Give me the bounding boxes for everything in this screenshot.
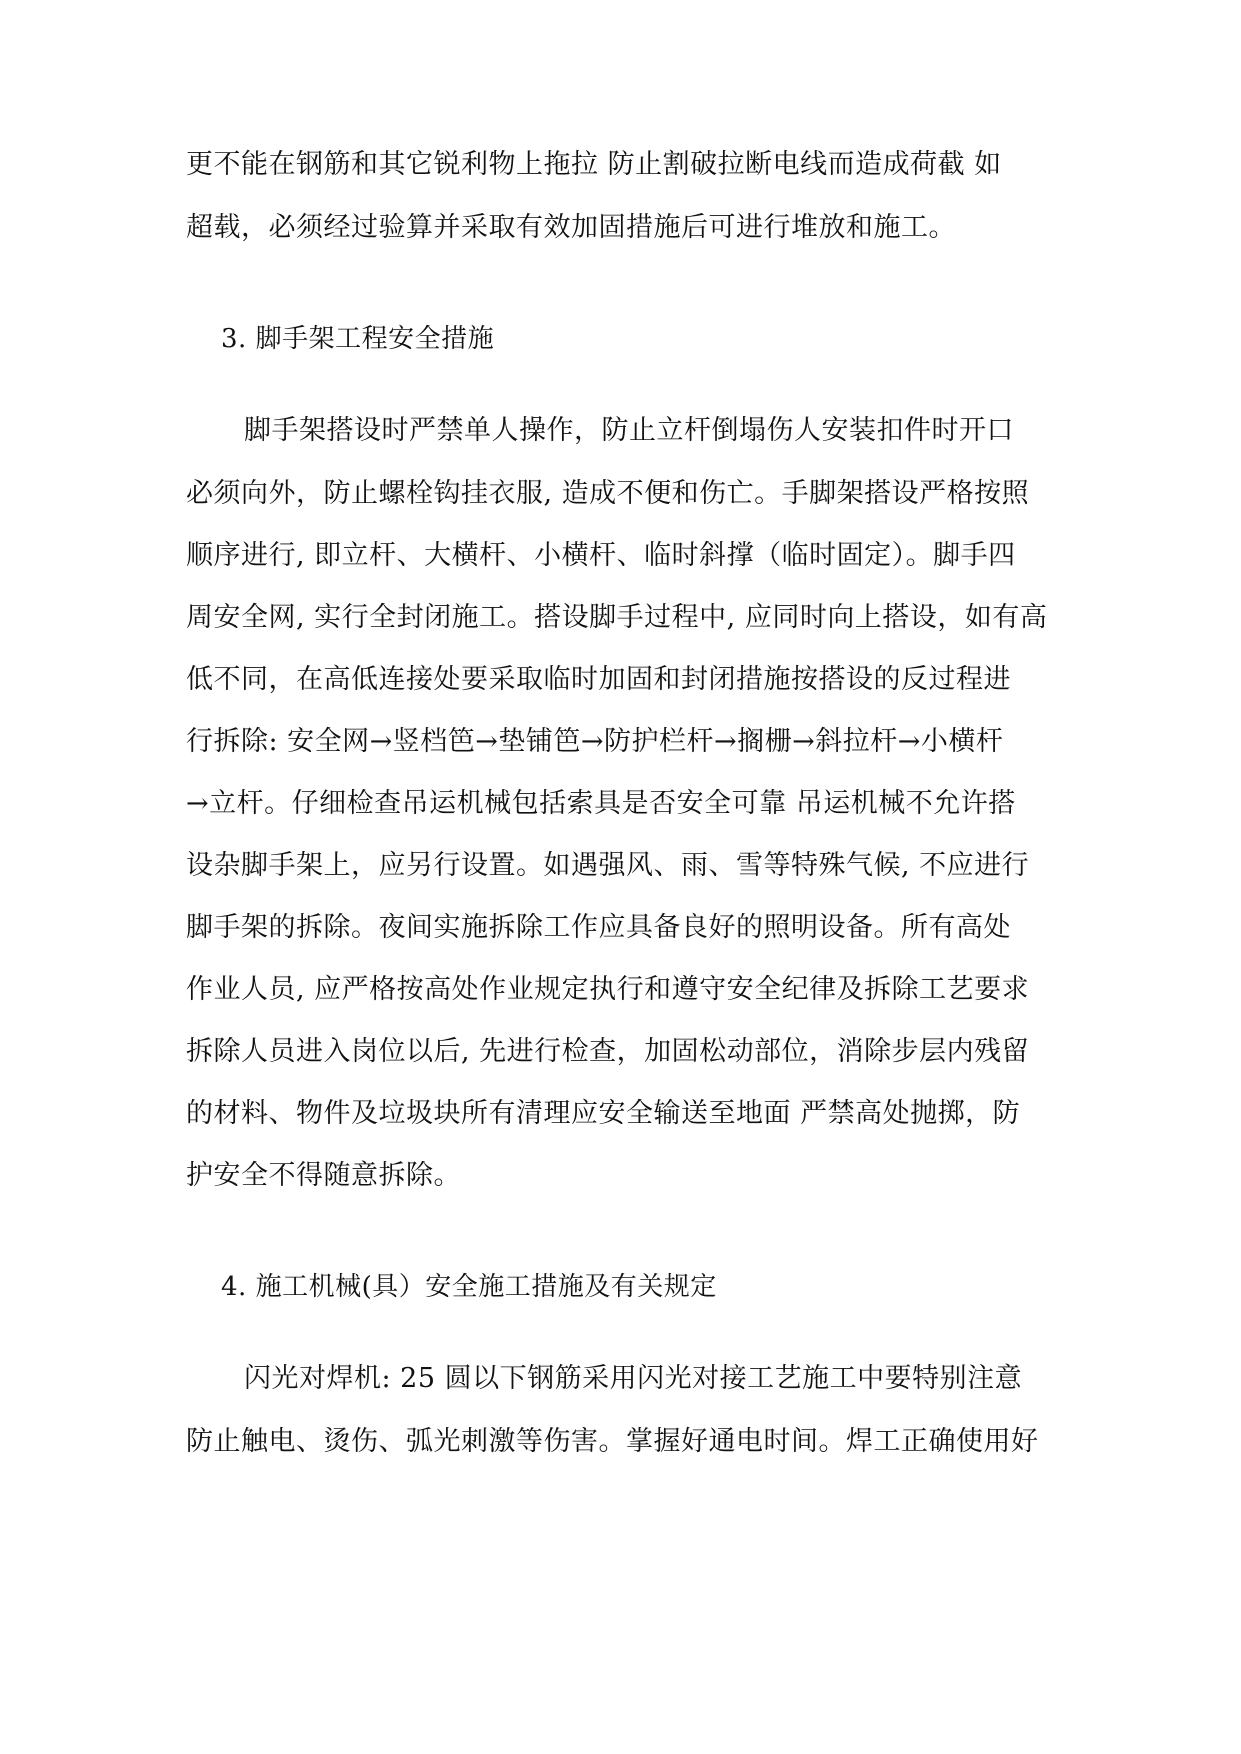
section-heading: 4. 施工机械(具）安全施工措施及有关规定 bbox=[221, 1272, 717, 1302]
text-line: 的材料、物件及垃圾块所有清理应安全输送至地面 严禁高处抛掷，防 bbox=[186, 1098, 1021, 1129]
text-line: 周安全网, 实行全封闭施工。搭设脚手过程中, 应同时向上搭设，如有高 bbox=[186, 602, 1048, 633]
section-heading: 3. 脚手架工程安全措施 bbox=[221, 324, 495, 354]
text-line: 设杂脚手架上，应另行设置。如遇强风、雨、雪等特殊气候, 不应进行 bbox=[186, 850, 1030, 881]
text-line: 顺序进行, 即立杆、大横杆、小横杆、临时斜撑（临时固定）。脚手四 bbox=[186, 540, 1016, 571]
text-line: 低不同，在高低连接处要采取临时加固和封闭措施按搭设的反过程进 bbox=[186, 664, 1011, 695]
text-line: 更不能在钢筋和其它锐利物上拖拉 防止割破拉断电线而造成荷截 如 bbox=[186, 149, 1002, 180]
text-line: 作业人员, 应严格按高处作业规定执行和遵守安全纪律及拆除工艺要求 bbox=[186, 974, 1030, 1005]
text-line: 闪光对焊机: 25 圆以下钢筋采用闪光对接工艺施工中要特别注意 bbox=[244, 1363, 1023, 1394]
text-line: 超载，必须经过验算并采取有效加固措施后可进行堆放和施工。 bbox=[186, 212, 956, 243]
text-line: 行拆除: 安全网→竖档笆→垫铺笆→防护栏杆→搁栅→斜拉杆→小横杆 bbox=[186, 726, 1004, 757]
text-line: 脚手架的拆除。夜间实施拆除工作应具备良好的照明设备。所有高处 bbox=[186, 912, 1011, 943]
text-line: 拆除人员进入岗位以后, 先进行检查，加固松动部位，消除步层内残留 bbox=[186, 1036, 1030, 1067]
text-line: 必须向外，防止螺栓钩挂衣服, 造成不便和伤亡。手脚架搭设严格按照 bbox=[186, 478, 1030, 509]
text-line: 防止触电、烫伤、弧光刺激等伤害。掌握好通电时间。焊工正确使用好 bbox=[186, 1426, 1039, 1457]
text-line: →立杆。仔细检查吊运机械包括索具是否安全可靠 吊运机械不允许搭 bbox=[186, 788, 1016, 819]
text-line: 脚手架搭设时严禁单人操作，防止立杆倒塌伤人安装扣件时开口 bbox=[244, 415, 1014, 446]
text-line: 护安全不得随意拆除。 bbox=[186, 1160, 461, 1191]
